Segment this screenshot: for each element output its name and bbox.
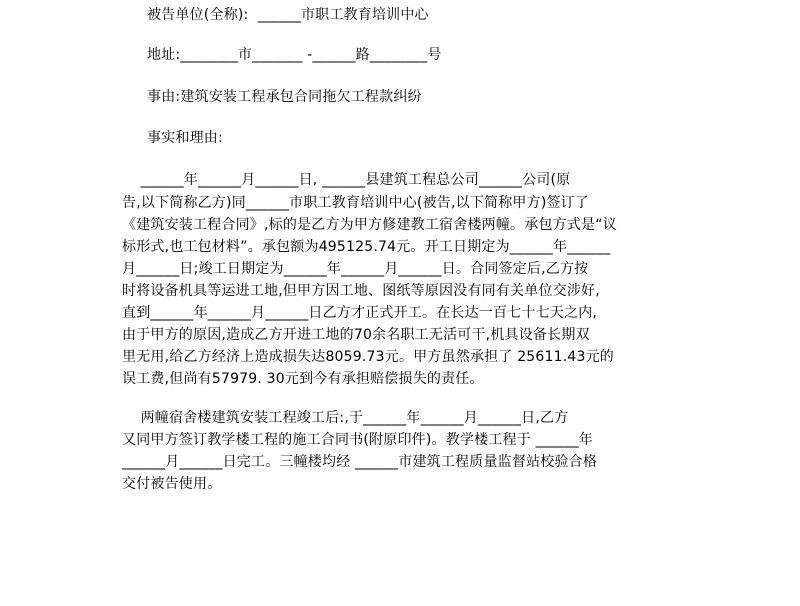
paragraph-line: 两幢宿舍楼建筑安装工程竣工后:,于______年______月______日,乙方 [122, 410, 569, 426]
paragraph-line: 误工费,但尚有57979. 30元到今有承担赔偿损失的责任。 [122, 371, 484, 387]
paragraph-line: 又同甲方签订教学楼工程的施工合同书(附原印件)。教学楼工程于 ______年 [122, 432, 593, 448]
paragraph-line: ______年______月______日, ______县建筑工程总公司______公司(原 [122, 172, 571, 188]
paragraph-line: 时将设备机具等运进工地,但甲方因工地、图纸等原因没有同有关单位交涉好, [122, 283, 600, 299]
address-line: 地址:________市_______ -______路________号 [147, 47, 442, 63]
paragraph-line: ______月______日完工。三幢楼均经 ______市建筑工程质量监督站校验合格 [122, 454, 598, 470]
paragraph-line: 标形式,也工包材料”。承包额为495125.74元。开工日期定为______年______ [122, 239, 611, 255]
case-subject-line: 事由:建筑安装工程承包合同拖欠工程款纠纷 [147, 89, 422, 105]
facts-heading: 事实和理由: [147, 130, 223, 146]
paragraph-line: 《建筑安装工程合同》,标的是乙方为甲方修建教工宿舍楼两幢。承包方式是“议 [122, 217, 617, 233]
defendant-line: 被告单位(全称): ______市职工教育培训中心 [147, 7, 429, 23]
paragraph-line: 里无用,给乙方经济上造成损失达8059.73元。甲方虽然承担了 25611.43元的 [122, 349, 614, 365]
paragraph-line: 由于甲方的原因,造成乙方开进工地的70余名职工无活可干,机具设备长期双 [122, 327, 590, 343]
paragraph-line: 交付被告使用。 [122, 476, 222, 492]
paragraph-line: 月______日;竣工日期定为______年______月______日。合同签定后,乙方按 [122, 261, 589, 277]
paragraph-line: 告,以下简称乙方)同______市职工教育培训中心(被告,以下简称甲方)签订了 [122, 195, 590, 211]
paragraph-line: 直到______年______月______日乙方才正式开工。在长达一百七十七天之内, [122, 305, 598, 321]
